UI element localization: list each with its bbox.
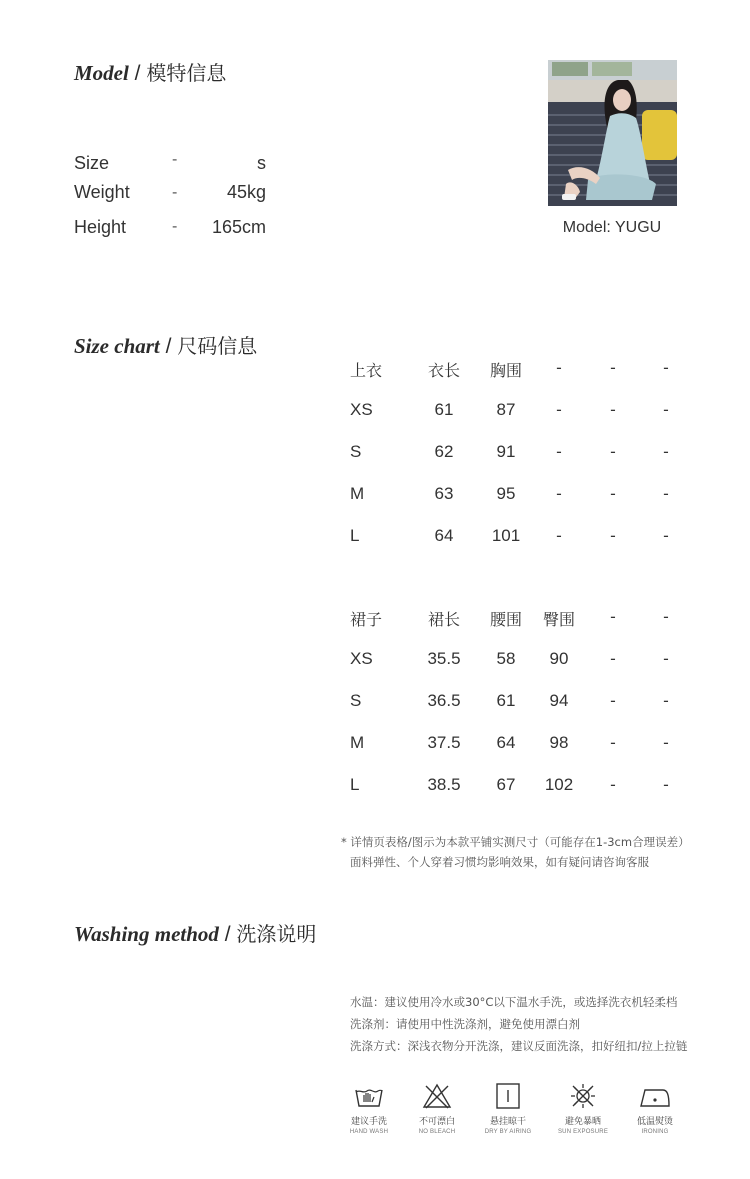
table-cell-top-table-r4-c4: -	[610, 526, 616, 545]
model-title-separator: /	[128, 62, 147, 85]
hand-wash-icon	[353, 1082, 385, 1110]
table-cell-top-table-r2-c5: -	[663, 442, 669, 461]
washing-title-zh: 洗涤说明	[236, 922, 317, 946]
header-cell-skirt-table-r0-c3: 臀围	[542, 610, 575, 629]
size-chart-title-separator: /	[159, 335, 178, 358]
table-cell-top-table-r3-c2: 95	[496, 484, 516, 503]
table-cell-top-table-r1-c1: 61	[434, 400, 454, 419]
washing-method: 洗涤方式：深浅衣物分开洗涤，建议反面洗涤，扣好纽扣/拉上拉链	[350, 1039, 688, 1053]
table-cell-skirt-table-r3-c2: 64	[496, 733, 516, 752]
header-cell-skirt-table-r0-c1: 裙长	[427, 610, 460, 629]
care-drip-dry-zh: 悬挂晾干	[489, 1117, 526, 1127]
size-note-line-2: 面料弹性、个人穿着习惯均影响效果，如有疑问请咨询客服	[350, 855, 649, 869]
table-cell-skirt-table-r1-c4: -	[610, 649, 616, 668]
header-cell-top-table-r0-c0: 上衣	[350, 361, 383, 380]
care-hand-wash	[333, 1082, 405, 1135]
care-drip-dry	[472, 1082, 544, 1135]
model-height-dash: -	[172, 218, 178, 235]
table-cell-skirt-table-r1-c2: 58	[496, 649, 516, 668]
care-drip-dry-en: DRY BY AIRING	[484, 1129, 532, 1135]
model-caption: Model: YUGU	[562, 219, 662, 236]
table-cell-skirt-table-r3-c5: -	[663, 733, 669, 752]
header-cell-top-table-r0-c3: -	[556, 358, 562, 377]
care-low-iron-zh: 低温熨烫	[636, 1117, 673, 1127]
table-cell-skirt-table-r2-c5: -	[663, 691, 669, 710]
model-title-zh: 模特信息	[146, 61, 227, 85]
table-cell-top-table-r4-c3: -	[556, 526, 562, 545]
washing-title-en: Washing method	[74, 922, 219, 946]
table-cell-top-table-r3-c1: 63	[434, 484, 454, 503]
model-height-label: Height	[74, 217, 127, 237]
care-no-bleach-en: NO BLEACH	[418, 1129, 456, 1135]
table-cell-skirt-table-r3-c0: M	[350, 733, 365, 752]
care-hand-wash-en: HAND WASH	[349, 1129, 389, 1135]
table-cell-top-table-r4-c2: 101	[491, 526, 521, 545]
table-cell-top-table-r2-c4: -	[610, 442, 616, 461]
table-cell-skirt-table-r2-c2: 61	[496, 691, 516, 710]
table-cell-top-table-r2-c1: 62	[434, 442, 454, 461]
header-cell-top-table-r0-c4: -	[610, 358, 616, 377]
model-size-dash: -	[172, 151, 178, 168]
drip-dry-icon	[492, 1082, 524, 1110]
header-cell-skirt-table-r0-c4: -	[610, 607, 616, 626]
table-cell-top-table-r3-c4: -	[610, 484, 616, 503]
table-cell-skirt-table-r4-c4: -	[610, 775, 616, 794]
table-cell-skirt-table-r2-c3: 94	[549, 691, 569, 710]
table-cell-top-table-r1-c3: -	[556, 400, 562, 419]
table-cell-top-table-r1-c5: -	[663, 400, 669, 419]
care-avoid-sun-zh: 避免暴晒	[564, 1117, 601, 1127]
table-cell-top-table-r1-c0: XS	[350, 400, 373, 419]
washing-section-title	[74, 918, 316, 947]
table-cell-top-table-r2-c3: -	[556, 442, 562, 461]
care-hand-wash-zh: 建议手洗	[350, 1117, 387, 1127]
care-avoid-sun-en: SUN EXPOSURE	[557, 1129, 609, 1135]
table-cell-skirt-table-r3-c1: 37.5	[427, 733, 461, 752]
size-chart-title-en: Size chart	[74, 334, 160, 358]
model-weight-value: 45kg	[226, 182, 266, 202]
washing-title-separator: /	[218, 923, 237, 946]
care-no-bleach	[401, 1082, 473, 1135]
model-height-value: 165cm	[211, 217, 266, 237]
header-cell-top-table-r0-c1: 衣长	[427, 361, 460, 380]
model-weight-label: Weight	[74, 182, 130, 202]
header-cell-skirt-table-r0-c2: 腰围	[489, 610, 522, 629]
no-bleach-icon	[421, 1082, 453, 1110]
table-cell-skirt-table-r1-c1: 35.5	[427, 649, 461, 668]
washing-detergent: 洗涤剂：请使用中性洗涤剂，避免使用漂白剂	[350, 1017, 580, 1031]
model-weight-dash: -	[172, 184, 178, 201]
table-cell-skirt-table-r1-c3: 90	[549, 649, 569, 668]
table-cell-top-table-r1-c2: 87	[496, 400, 516, 419]
size-chart-title-zh: 尺码信息	[177, 334, 258, 358]
care-low-iron	[619, 1082, 691, 1135]
table-cell-skirt-table-r4-c3: 102	[544, 775, 574, 794]
model-section-title	[74, 57, 226, 86]
washing-water-temp: 水温：建议使用冷水或30°C以下温水手洗，或选择洗衣机轻柔档	[350, 995, 678, 1009]
table-cell-top-table-r4-c1: 64	[434, 526, 454, 545]
care-avoid-sun	[547, 1082, 619, 1135]
table-cell-skirt-table-r3-c4: -	[610, 733, 616, 752]
model-title-en: Model	[74, 61, 129, 85]
table-cell-skirt-table-r4-c0: L	[350, 775, 360, 794]
table-cell-top-table-r3-c5: -	[663, 484, 669, 503]
table-cell-skirt-table-r2-c0: S	[350, 691, 362, 710]
table-cell-skirt-table-r1-c5: -	[663, 649, 669, 668]
care-no-bleach-zh: 不可漂白	[418, 1117, 455, 1127]
header-cell-top-table-r0-c5: -	[663, 358, 669, 377]
table-cell-top-table-r2-c0: S	[350, 442, 362, 461]
table-cell-top-table-r2-c2: 91	[496, 442, 516, 461]
table-cell-top-table-r3-c0: M	[350, 484, 365, 503]
model-size-value: s	[257, 153, 266, 173]
table-cell-skirt-table-r1-c0: XS	[350, 649, 373, 668]
table-cell-skirt-table-r4-c2: 67	[496, 775, 516, 794]
low-iron-icon	[637, 1082, 673, 1110]
size-chart-section-title	[74, 330, 257, 359]
size-note-line-1: * 详情页表格/图示为本款平铺实测尺寸（可能存在1-3cm合理误差）	[341, 835, 690, 849]
header-cell-skirt-table-r0-c0: 裙子	[350, 610, 383, 629]
table-cell-skirt-table-r4-c5: -	[663, 775, 669, 794]
table-cell-top-table-r4-c5: -	[663, 526, 669, 545]
table-cell-top-table-r3-c3: -	[556, 484, 562, 503]
table-cell-skirt-table-r4-c1: 38.5	[427, 775, 461, 794]
model-photo	[548, 60, 677, 206]
header-cell-top-table-r0-c2: 胸围	[489, 361, 522, 380]
table-cell-skirt-table-r3-c3: 98	[549, 733, 569, 752]
table-cell-top-table-r4-c0: L	[350, 526, 360, 545]
table-cell-skirt-table-r2-c4: -	[610, 691, 616, 710]
care-low-iron-en: IRONING	[641, 1129, 669, 1135]
avoid-sun-icon	[567, 1082, 599, 1110]
header-cell-skirt-table-r0-c5: -	[663, 607, 669, 626]
model-size-label: Size	[74, 153, 110, 173]
table-cell-top-table-r1-c4: -	[610, 400, 616, 419]
table-cell-skirt-table-r2-c1: 36.5	[427, 691, 461, 710]
